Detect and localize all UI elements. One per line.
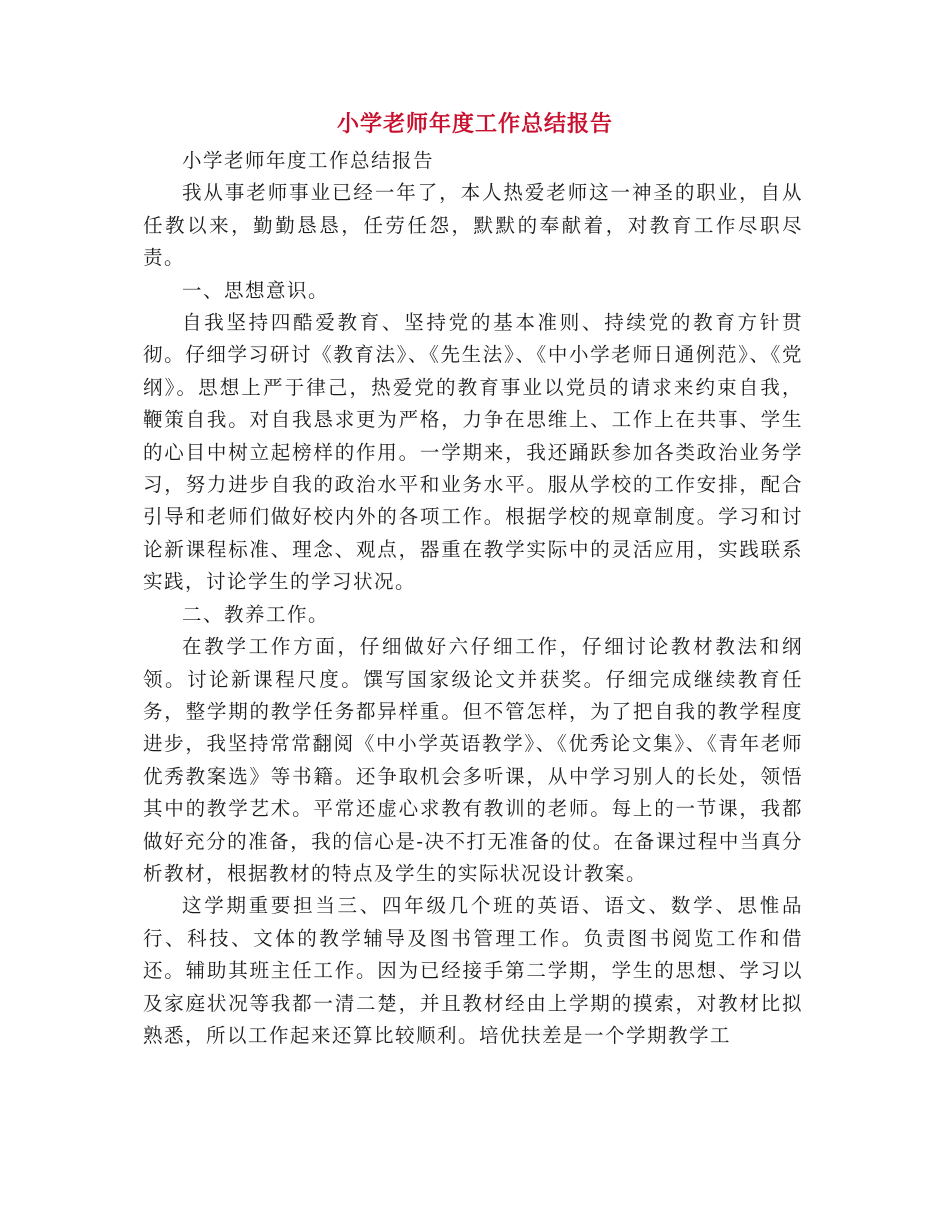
paragraph-ideology: 自我坚持四酷爱教育、坚持党的基本准则、持续党的教育方针贯彻。仔细学习研讨《教育法》、《先生法》、《中小学老师日通例范》、《党纲》。思想上严于律己，热爱党的教育事业以党员的请求来约束自我，鞭策自我。对自我恳求更为严格，力争在思维上、工作上在共事、学生的心目中树立起榜样的作用。一学期来，我还踊跃参加各类政治业务学习，努力进步自我的政治水平和业务水平。服从学校的工作安排，配合引导和老师们做好校内外的各项工作。根据学校的规章制度。学习和讨论新课程标准、理念、观点，器重在教学实际中的灵活应用，实践联系实践，讨论学生的学习状况。 (143, 311, 803, 594)
paragraph-intro: 我从事老师事业已经一年了，本人热爱老师这一神圣的职业，自从任教以来，勤勤恳恳，任劳任怨，默默的奉献着，对教育工作尽职尽责。 (143, 181, 803, 270)
document-title: 小学老师年度工作总结报告 (336, 111, 613, 137)
document-body (143, 145, 803, 1052)
paragraph-teaching: 在教学工作方面，仔细做好六仔细工作，仔细讨论教材教法和纲领。讨论新课程尺度。馔写国家级论文并获奖。仔细完成继续教育任务，整学期的教学任务都异样重。但不管怎样，为了把自我的教学程度进步，我坚持常常翻阅《中小学英语教学》、《优秀论文集》、《青年老师优秀教案选》等书籍。还争取机会多听课，从中学习别人的长处，领悟其中的教学艺术。平常还虚心求教有教训的老师。每上的一节课，我都做好充分的准备，我的信心是-决不打无准备的仗。在备课过程中当真分析教材，根据教材的特点及学生的实际状况设计教案。 (143, 635, 803, 885)
paragraph-duties: 这学期重要担当三、四年级几个班的英语、语文、数学、思惟品行、科技、文体的教学辅导及图书管理工作。负责图书阅览工作和借还。辅助其班主任工作。因为已经接手第二学期，学生的思想、学习以及家庭状况等我都一清二楚，并且教材经由上学期的摸索，对教材比拟熟悉，所以工作起来还算比较顺利。培优扶差是一个学期教学工 (143, 894, 803, 1047)
paragraph-subtitle: 小学老师年度工作总结报告 (182, 149, 435, 172)
section-heading-teaching: 二、教养工作。 (182, 602, 330, 626)
section-heading-ideology: 一、思想意识。 (182, 278, 330, 302)
